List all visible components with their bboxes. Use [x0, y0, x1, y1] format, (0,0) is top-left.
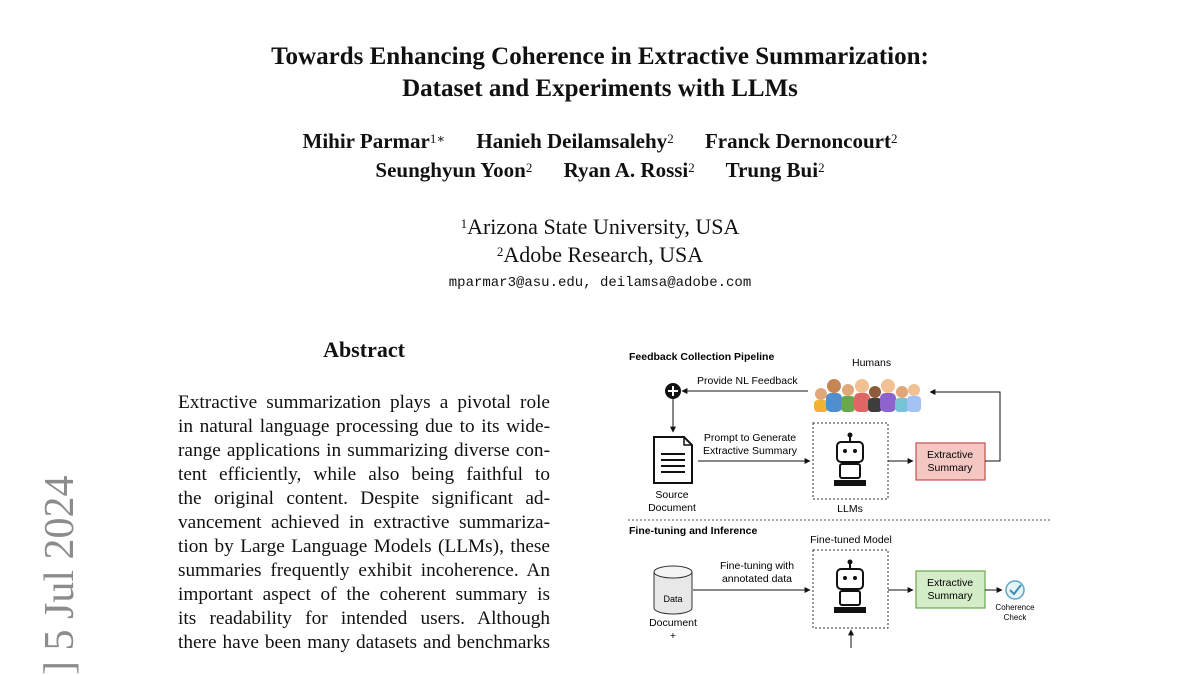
paper-title-line1: Towards Enhancing Coherence in Extractive Summarization:: [271, 43, 929, 70]
section1-title: Feedback Collection Pipeline: [629, 351, 775, 363]
source-doc-label: Document: [648, 502, 696, 514]
humans-label: Humans: [852, 357, 892, 369]
author-name: Ryan A. Rossi: [563, 158, 689, 182]
affiliation-text: Arizona State University, USA: [467, 214, 740, 239]
prompt-label: Extractive Summary: [703, 445, 797, 457]
extractive-summary-label: Summary: [927, 590, 973, 602]
abstract-line: in natural language processing due to its wide-: [178, 416, 550, 437]
arxiv-stamp: ] 5 Jul 2024: [37, 475, 83, 675]
abstract-line: Extractive summarization plays a pivotal role: [178, 392, 550, 413]
pipeline-figure: [620, 340, 1060, 648]
coherence-check-icon: [1006, 581, 1024, 599]
section2-title: Fine-tuning and Inference: [629, 525, 758, 537]
author-affil-mark: 2: [525, 160, 533, 175]
coherence-label: Coherence: [995, 603, 1035, 612]
document-label: Document: [649, 617, 697, 629]
abstract-line: summaries frequently exhibit incoherence. An: [178, 560, 550, 581]
humans-group-icon: [814, 379, 921, 412]
author-affil-mark: 2: [818, 160, 825, 175]
paper-title-line2: Dataset and Experiments with LLMs: [402, 75, 798, 102]
plus-label: +: [669, 630, 677, 642]
llms-label: LLMs: [837, 503, 863, 515]
author-affil-mark: 2: [667, 131, 674, 146]
prompt-label: Prompt to Generate: [703, 432, 797, 444]
abstract-heading: Abstract: [323, 337, 405, 362]
author-affil-mark: 2: [688, 160, 695, 175]
finetune-label: Fine-tuning with: [719, 560, 795, 572]
affiliation-text: Adobe Research, USA: [503, 242, 704, 267]
affiliation-1: [0, 213, 1200, 241]
authors-row-2: [0, 156, 1200, 185]
abstract-line: there have been many datasets and benchmarks: [178, 632, 550, 653]
finetuned-model-label: Fine-tuned Model: [810, 534, 892, 546]
source-doc-label: Source: [655, 489, 689, 501]
author-name: Seunghyun Yoon: [375, 158, 526, 182]
llm-robot-icon: [834, 433, 866, 487]
author-affil-mark: 1∗: [429, 131, 446, 146]
coherence-label: Check: [1003, 613, 1027, 622]
abstract-line: vancement achieved in extractive summariza-: [178, 512, 550, 533]
author-name: Trung Bui: [725, 158, 819, 182]
data-label: Data: [663, 594, 683, 604]
abstract-line: the original content. Despite significant ad-: [178, 488, 550, 509]
finetune-label: annotated data: [721, 573, 793, 585]
abstract-line: important aspect of the coherent summary is: [178, 584, 550, 605]
affiliation-mark: 2: [496, 244, 504, 259]
aggregate-plus-icon: [665, 383, 681, 399]
extractive-summary-label: Extractive: [926, 577, 974, 589]
author-name: Franck Dernoncourt: [704, 129, 891, 153]
author-name: Hanieh Deilamsalehy: [476, 129, 668, 153]
author-name: Mihir Parmar: [302, 129, 430, 153]
affiliation-mark: 1: [460, 216, 468, 231]
extractive-summary-label: Summary: [927, 462, 973, 474]
affiliation-2: [0, 241, 1200, 269]
source-document-icon: [654, 437, 692, 483]
abstract-line: tent efficiently, while also being faithful to: [178, 464, 550, 485]
author-emails: mparmar3@asu.edu, deilamsa@adobe.com: [448, 275, 752, 291]
feedback-label: Provide NL Feedback: [697, 375, 798, 387]
extractive-summary-label: Extractive: [926, 449, 974, 461]
author-affil-mark: 2: [891, 131, 898, 146]
abstract-line: range applications in summarizing diverse con-: [178, 440, 550, 461]
abstract-line: tion by Large Language Models (LLMs), these: [178, 536, 550, 557]
authors-row-1: [0, 127, 1200, 156]
abstract-line: its readability for intended users. Although: [178, 608, 550, 629]
data-cylinder-icon: [654, 566, 692, 614]
finetuned-robot-icon: [834, 560, 866, 614]
